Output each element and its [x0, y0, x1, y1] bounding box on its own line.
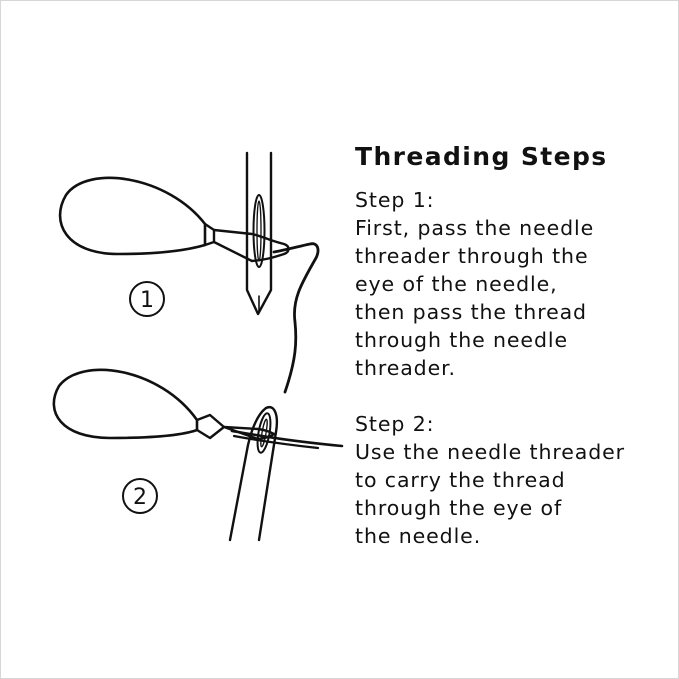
- diagram-title: Threading Steps: [355, 142, 608, 171]
- step-1-heading: Step 1:: [355, 188, 435, 212]
- step-1: [355, 186, 675, 382]
- step-1-line: eye of the needle,: [355, 272, 558, 296]
- step-2-line: through the eye of: [355, 496, 563, 520]
- step1-thread: [274, 244, 318, 392]
- step-2-line: Use the needle threader: [355, 440, 625, 464]
- step-1-line: then pass the thread: [355, 300, 587, 324]
- step-1-line: through the needle: [355, 328, 568, 352]
- step-2-line: the needle.: [355, 524, 482, 548]
- step-2-heading: Step 2:: [355, 412, 435, 436]
- step1-marker-label: 1: [140, 288, 154, 313]
- step2-threader: [54, 370, 274, 439]
- step2-marker-label: 2: [133, 485, 147, 510]
- step-1-line: threader.: [355, 356, 456, 380]
- instructions-panel: [355, 140, 675, 550]
- step-1-line: threader through the: [355, 244, 589, 268]
- step-2: [355, 410, 675, 550]
- step-2-line: to carry the thread: [355, 468, 566, 492]
- step-1-line: First, pass the needle: [355, 216, 595, 240]
